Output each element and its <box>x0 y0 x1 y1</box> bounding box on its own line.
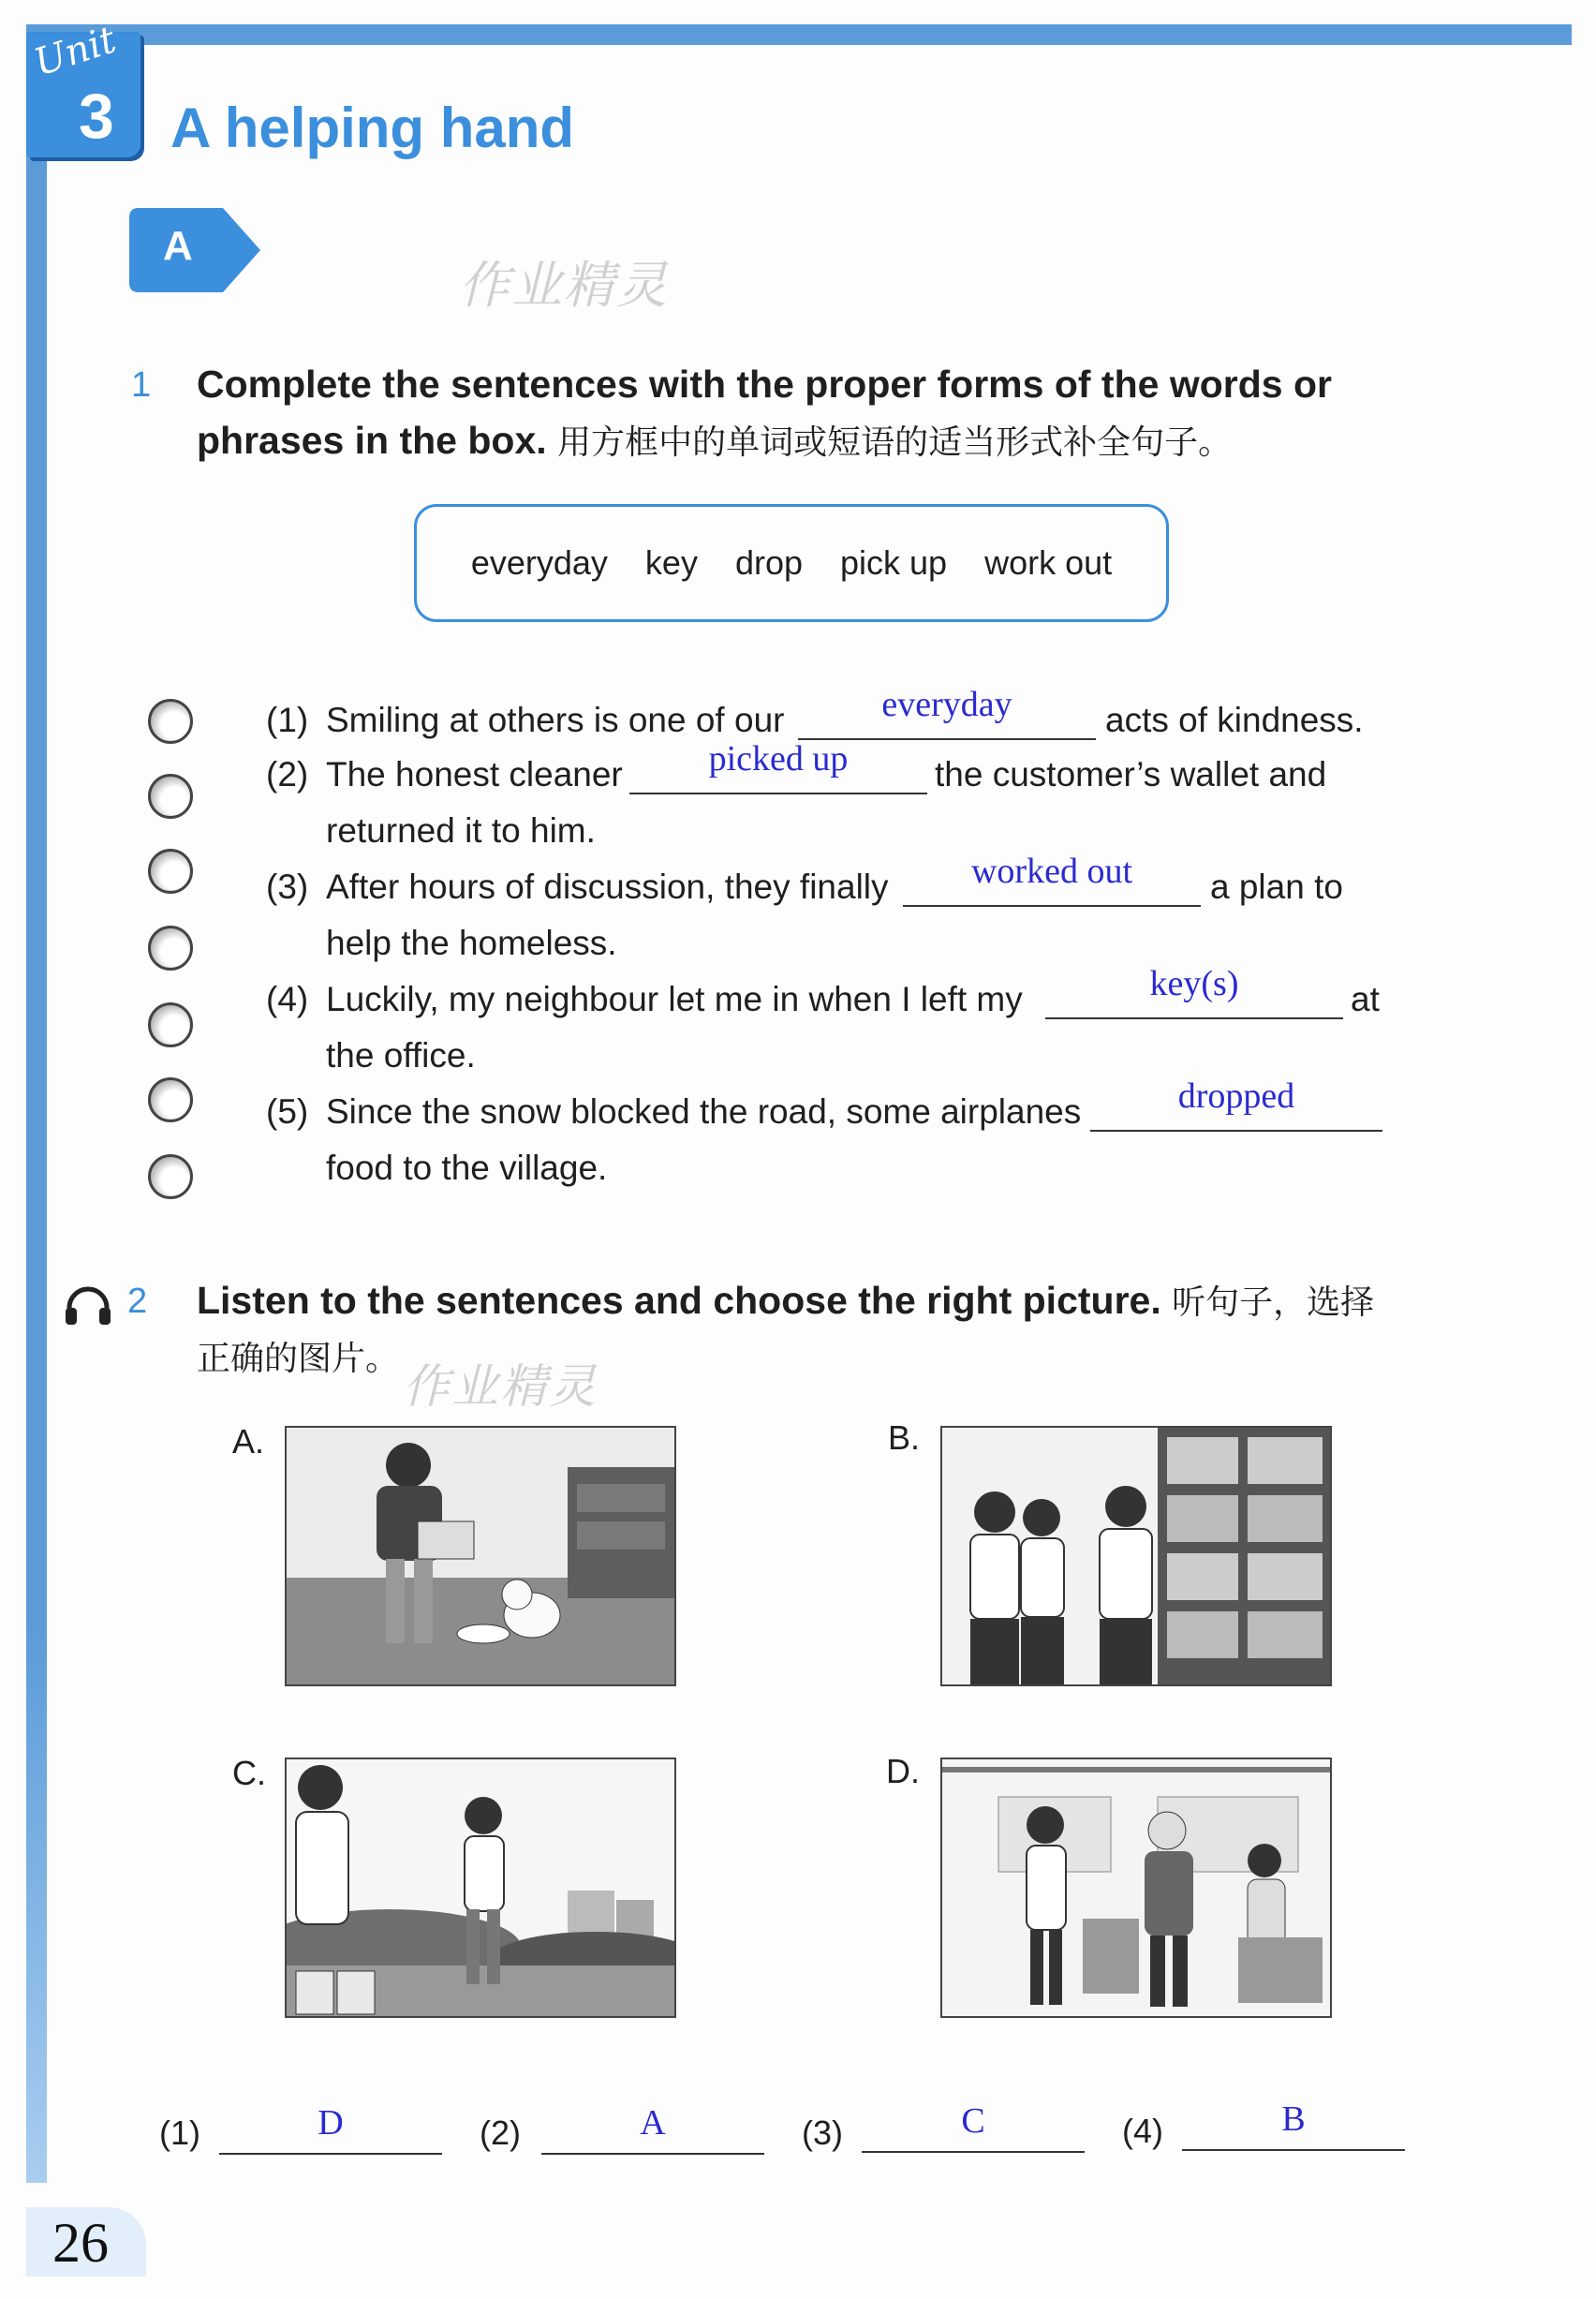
answer-text: key(s) <box>1149 964 1239 1003</box>
exercise1-title-cn: 用方框中的单词或短语的适当形式补全句子。 <box>557 423 1233 461</box>
answer-text: C <box>961 2101 985 2141</box>
picture-b-students-library[interactable] <box>940 1426 1332 1686</box>
left-border-bar-fade <box>26 1621 47 2183</box>
answer-text: worked out <box>970 852 1133 891</box>
picture-d-illustration <box>942 1759 1330 2016</box>
section-tag-arrow-icon <box>129 208 260 292</box>
item-text-line2: returned it to him. <box>326 811 596 850</box>
picture-a-boy-feeding-dog[interactable] <box>285 1426 676 1686</box>
exercise2-number: 2 <box>127 1282 148 1321</box>
word-box-item: pick up <box>840 543 948 582</box>
answer-number: (2) <box>480 2114 521 2152</box>
picture-c-illustration <box>287 1759 674 2016</box>
exercise1-number: 1 <box>131 365 152 405</box>
exercise1-title <box>197 356 1332 470</box>
binder-hole-icon <box>148 1002 193 1047</box>
exercise1-title-line2: phrases in the box. <box>197 419 547 462</box>
exercise2-title-cn: 听句子，选择 <box>1172 1283 1375 1321</box>
exercise2-title-cn-line2: 正确的图片。 <box>197 1339 400 1377</box>
answer-number: (4) <box>1122 2112 1163 2150</box>
item-text-after: at <box>1351 980 1380 1018</box>
exercise2-title-en: Listen to the sentences and choose the right picture. <box>197 1279 1161 1322</box>
item-text-line2: the office. <box>326 1036 476 1075</box>
binder-hole-icon <box>148 1077 193 1122</box>
watermark-text: 作业精灵 <box>459 256 669 315</box>
item-number: (3) <box>266 868 309 906</box>
item-text-after: the customer’s wallet and <box>935 755 1327 794</box>
item-text-before: After hours of discussion, they finally <box>326 868 889 906</box>
word-box-item: drop <box>734 543 804 582</box>
answer-text: D <box>318 2103 344 2143</box>
binder-hole-icon <box>148 1154 193 1199</box>
page-number: 26 <box>52 2212 109 2274</box>
picture-a-illustration <box>287 1428 674 1684</box>
top-border-bar <box>26 24 1572 45</box>
binder-hole-icon <box>148 774 193 819</box>
item-text-before: Since the snow blocked the road, some airplanes <box>326 1092 1082 1131</box>
item-text-after: a plan to <box>1210 868 1343 906</box>
item-text-line2: help the homeless. <box>326 924 617 962</box>
item-number: (2) <box>266 755 309 794</box>
page-title: A helping hand <box>170 96 575 159</box>
word-box-item: work out <box>984 543 1113 582</box>
exercise2-title <box>197 1272 1470 1330</box>
item-text-line2: food to the village. <box>326 1149 608 1187</box>
answer-text: dropped <box>1177 1076 1295 1116</box>
binder-hole-icon <box>148 849 193 894</box>
answer-text: B <box>1281 2099 1306 2139</box>
answer-number: (1) <box>159 2114 200 2152</box>
section-tag <box>129 208 260 292</box>
answer-text: picked up <box>708 739 849 779</box>
unit-number: 3 <box>79 81 114 152</box>
word-box-item: key <box>644 543 698 582</box>
unit-word: Unit <box>29 18 122 85</box>
item-number: (1) <box>266 701 309 739</box>
headphone-icon <box>64 1285 112 1327</box>
section-label: A <box>163 223 193 269</box>
item-number: (5) <box>266 1092 309 1131</box>
binder-hole-icon <box>148 926 193 971</box>
answer-text: everyday <box>881 685 1012 724</box>
item-text-before: The honest cleaner <box>326 755 623 794</box>
item-text-before: Smiling at others is one of our <box>326 701 785 739</box>
picture-b-illustration <box>942 1428 1330 1684</box>
exercise1-title-line1: Complete the sentences with the proper forms of the words or <box>197 363 1332 406</box>
picture-label: D. <box>886 1752 920 1790</box>
word-box <box>414 504 1169 622</box>
binder-hole-icon <box>148 699 193 744</box>
picture-c-children-drinks[interactable] <box>285 1758 676 2018</box>
item-number: (4) <box>266 980 309 1018</box>
picture-label: B. <box>888 1418 921 1457</box>
item-text-before: Luckily, my neighbour let me in when I left my <box>326 980 1023 1018</box>
picture-d-girl-offers-seat[interactable] <box>940 1758 1332 2018</box>
picture-label: C. <box>232 1754 266 1792</box>
watermark-text: 作业精灵 <box>403 1359 598 1414</box>
answer-number: (3) <box>802 2114 843 2152</box>
picture-label: A. <box>232 1422 265 1461</box>
answer-text: A <box>640 2103 666 2143</box>
word-box-item: everyday <box>470 543 608 582</box>
item-text-after: acts of kindness. <box>1105 701 1364 739</box>
